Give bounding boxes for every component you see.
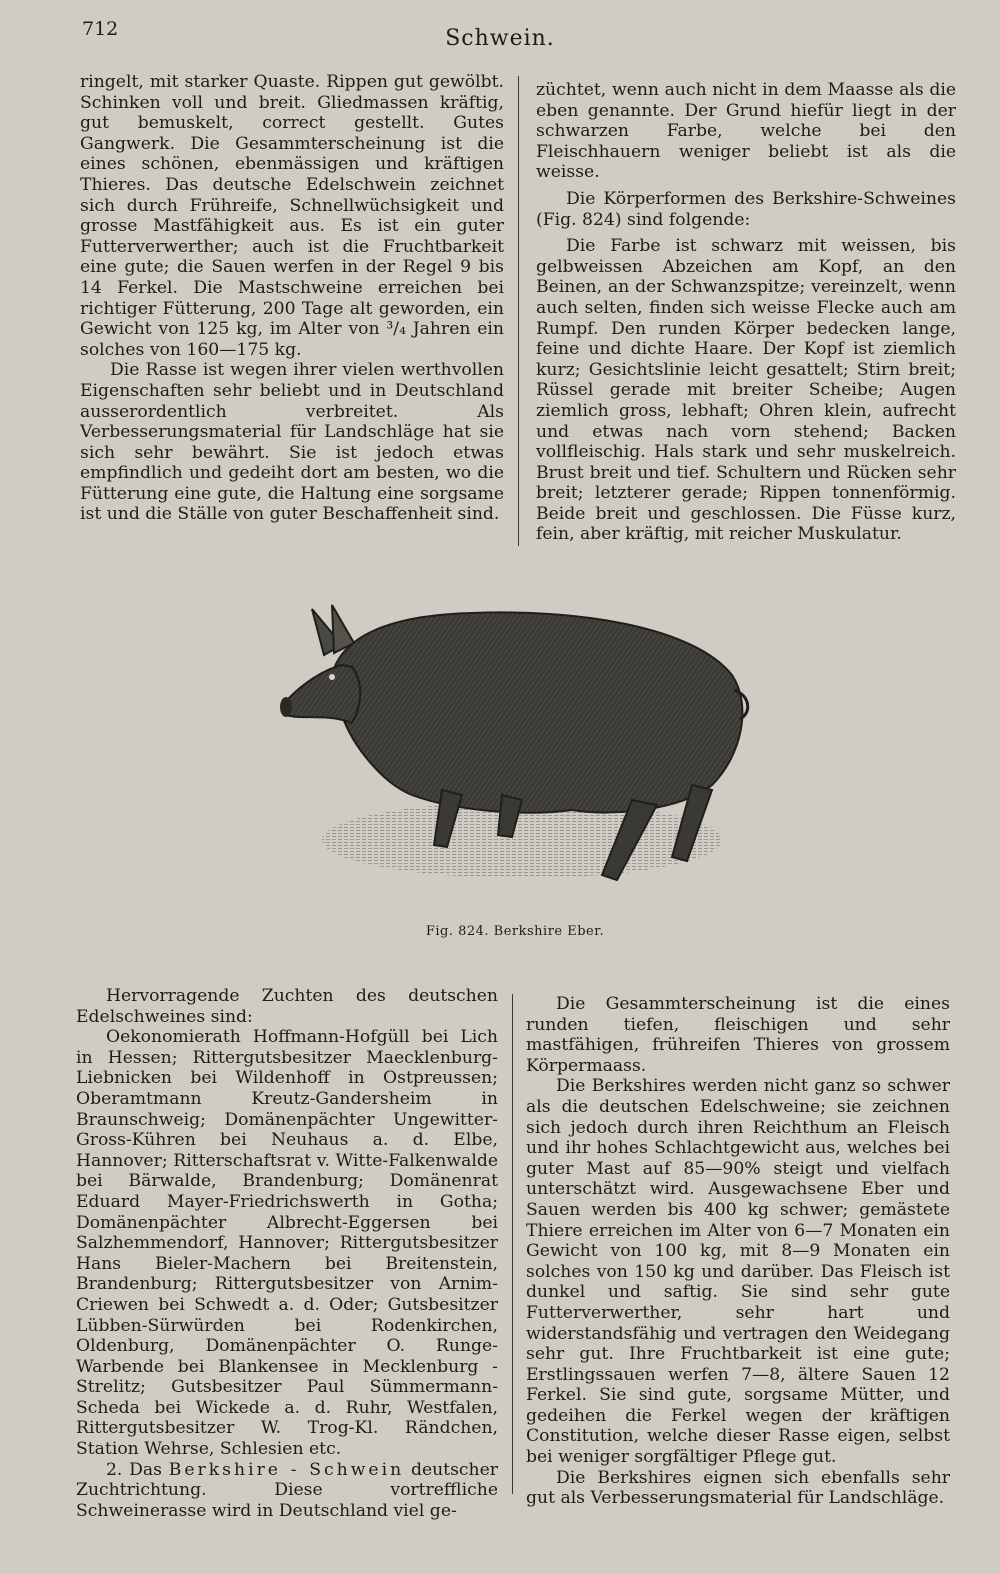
paragraph: Die Farbe ist schwarz mit weissen, bis gelbweissen Abzeichen am Kopf, an den Beinen, an der Schwanzspitze; vereinzelt, wenn auch selten, finden sich weisse Flecke auch am Rumpf. Den runden Körper bedecken lange, feine und dichte Haare. Der Kopf ist ziemlich kurz; Gesichtslinie leicht gesattelt; Stirn breit; Rüssel gerade mit breiter Scheibe; Augen ziemlich gross, lebhaft; Ohren klein, aufrecht und etwas nach vorn stehend; Backen vollfleischig. Hals stark und sehr muskelreich. Brust breit und tief. Schultern und Rücken sehr breit; letzterer gerade; Rippen tonnenförmig. Beide breit und geschlossen. Die Füsse kurz, fein, aber kräftig, mit reicher Muskulatur.: [536, 236, 956, 545]
paragraph: Hervorragende Zuchten des deutschen Edelschweines sind:: [76, 986, 498, 1027]
paragraph-text: deutscher Zuchtrichtung. Diese vortreffliche Schweinerasse wird in Deutschland viel ge-: [76, 1459, 498, 1521]
berkshire-boar-engraving-icon: [272, 595, 772, 895]
paragraph: Die Berkshires werden nicht ganz so schwer als die deutschen Edelschweine; sie zeichnen sich jedoch durch ihren Reichthum an Fleisch und ihr hohes Schlachtgewicht aus, welches bei guter Mast auf 85—90% steigt und vielfach unterschätzt wird. Ausgewachsene Eber und Sauen werden bis 400 kg schwer; gemästete Thiere erreichen im Alter von 6—7 Monaten ein Gewicht von 100 kg, mit 8—9 Monaten ein solches von 150 kg und darüber. Das Fleisch ist dunkel und saftig. Sie sind sehr gute Futterverwerther, sehr hart und widerstandsfähig und vertragen den Weidegang sehr gut. Ihre Fruchtbarkeit ist eine gute; Erstlingssauen werfen 7—8, ältere Sauen 12 Ferkel. Sie sind gute, sorgsame Mütter, und gedeihen die Ferkel wegen der kräftigen Constitution, welche dieser Rasse eigen, selbst bei weniger sorgfältiger Pflege gut.: [526, 1076, 950, 1468]
paragraph: [76, 1460, 498, 1522]
bottom-left-column: [76, 986, 498, 1521]
page-number: 712: [82, 18, 119, 40]
top-right-column: [536, 80, 956, 545]
section-number: 2. Das: [106, 1459, 162, 1480]
paragraph: Die Rasse ist wegen ihrer vielen werthvollen Eigenschaften sehr beliebt und in Deutschland ausserordentlich verbreitet. Als Verbesserungsmaterial für Landschläge hat sie sich sehr bewährt. Sie ist jedoch etwas empfindlich und gedeiht dort am besten, wo die Fütterung eine gute, die Haltung eine sorgsame ist und die Ställe von guter Beschaffenheit sind.: [80, 360, 504, 525]
paragraph: Oekonomierath Hoffmann-Hofgüll bei Lich in Hessen; Rittergutsbesitzer Maecklenburg-Liebnicken bei Wildenhoff in Ostpreussen; Oberamtmann Kreutz-Gandersheim in Braunschweig; Domänenpächter Ungewitter-Gross-Kühren bei Neuhaus a. d. Elbe, Hannover; Ritterschaftsrat v. Witte-Falkenwalde bei Bärwalde, Brandenburg; Domänenrat Eduard Mayer-Friedrichswerth in Gotha; Domänenpächter Albrecht-Eggersen bei Salzhemmendorf, Hannover; Rittergutsbesitzer Hans Bieler-Machern bei Breitenstein, Brandenburg; Rittergutsbesitzer von Arnim-Criewen bei Schwedt a. d. Oder; Gutsbesitzer Lübben-Sürwürden bei Rodenkirchen, Oldenburg, Domänenpächter O. Runge-Warbende bei Blankensee in Mecklenburg - Strelitz; Gutsbesitzer Paul Sümmermann-Scheda bei Wickede a. d. Ruhr, Westfalen, Rittergutsbesitzer W. Trog-Kl. Rändchen, Station Wehrse, Schlesien etc.: [76, 1027, 498, 1460]
paragraph: Die Berkshires eignen sich ebenfalls sehr gut als Verbesserungsmaterial für Landschläge.: [526, 1467, 950, 1509]
running-head: Schwein.: [445, 26, 555, 51]
top-left-column: [80, 72, 504, 525]
paragraph: Die Körperformen des Berkshire-Schweines (Fig. 824) sind folgende:: [536, 188, 956, 230]
paragraph: züchtet, wenn auch nicht in dem Maasse als die eben genannte. Der Grund hiefür liegt in der schwarzen Farbe, welche bei den Fleischhauern weniger beliebt ist als die weisse.: [536, 80, 956, 183]
paragraph: ringelt, mit starker Quaste. Rippen gut gewölbt. Schinken voll und breit. Gliedmassen kräftig, gut bemuskelt, correct gestellt. Gutes Gangwerk. Die Gesammterscheinung ist die eines schönen, ebenmässigen und kräftigen Thieres. Das deutsche Edelschwein zeichnet sich durch Frühreife, Schnellwüchsigkeit und grosse Mastfähigkeit aus. Es ist ein guter Futterverwerther; auch ist die Fruchtbarkeit eine gute; die Sauen werfen in der Regel 9 bis 14 Ferkel. Die Mastschweine erreichen bei richtiger Fütterung, 200 Tage alt geworden, ein Gewicht von 125 kg, im Alter von ³/₄ Jahren ein solches von 160—175 kg.: [80, 72, 504, 360]
breed-name: Berkshire - Schwein: [168, 1459, 405, 1480]
figure-caption: Fig. 824. Berkshire Eber.: [425, 924, 605, 939]
column-rule: [518, 76, 519, 546]
bottom-right-column: [526, 994, 950, 1509]
paragraph: Die Gesammterscheinung ist die eines runden tiefen, fleischigen und sehr mastfähigen, frühreifen Thieres von grossem Körpermaass.: [526, 994, 950, 1076]
berkshire-boar-figure: [272, 595, 772, 895]
column-rule: [512, 994, 513, 1494]
